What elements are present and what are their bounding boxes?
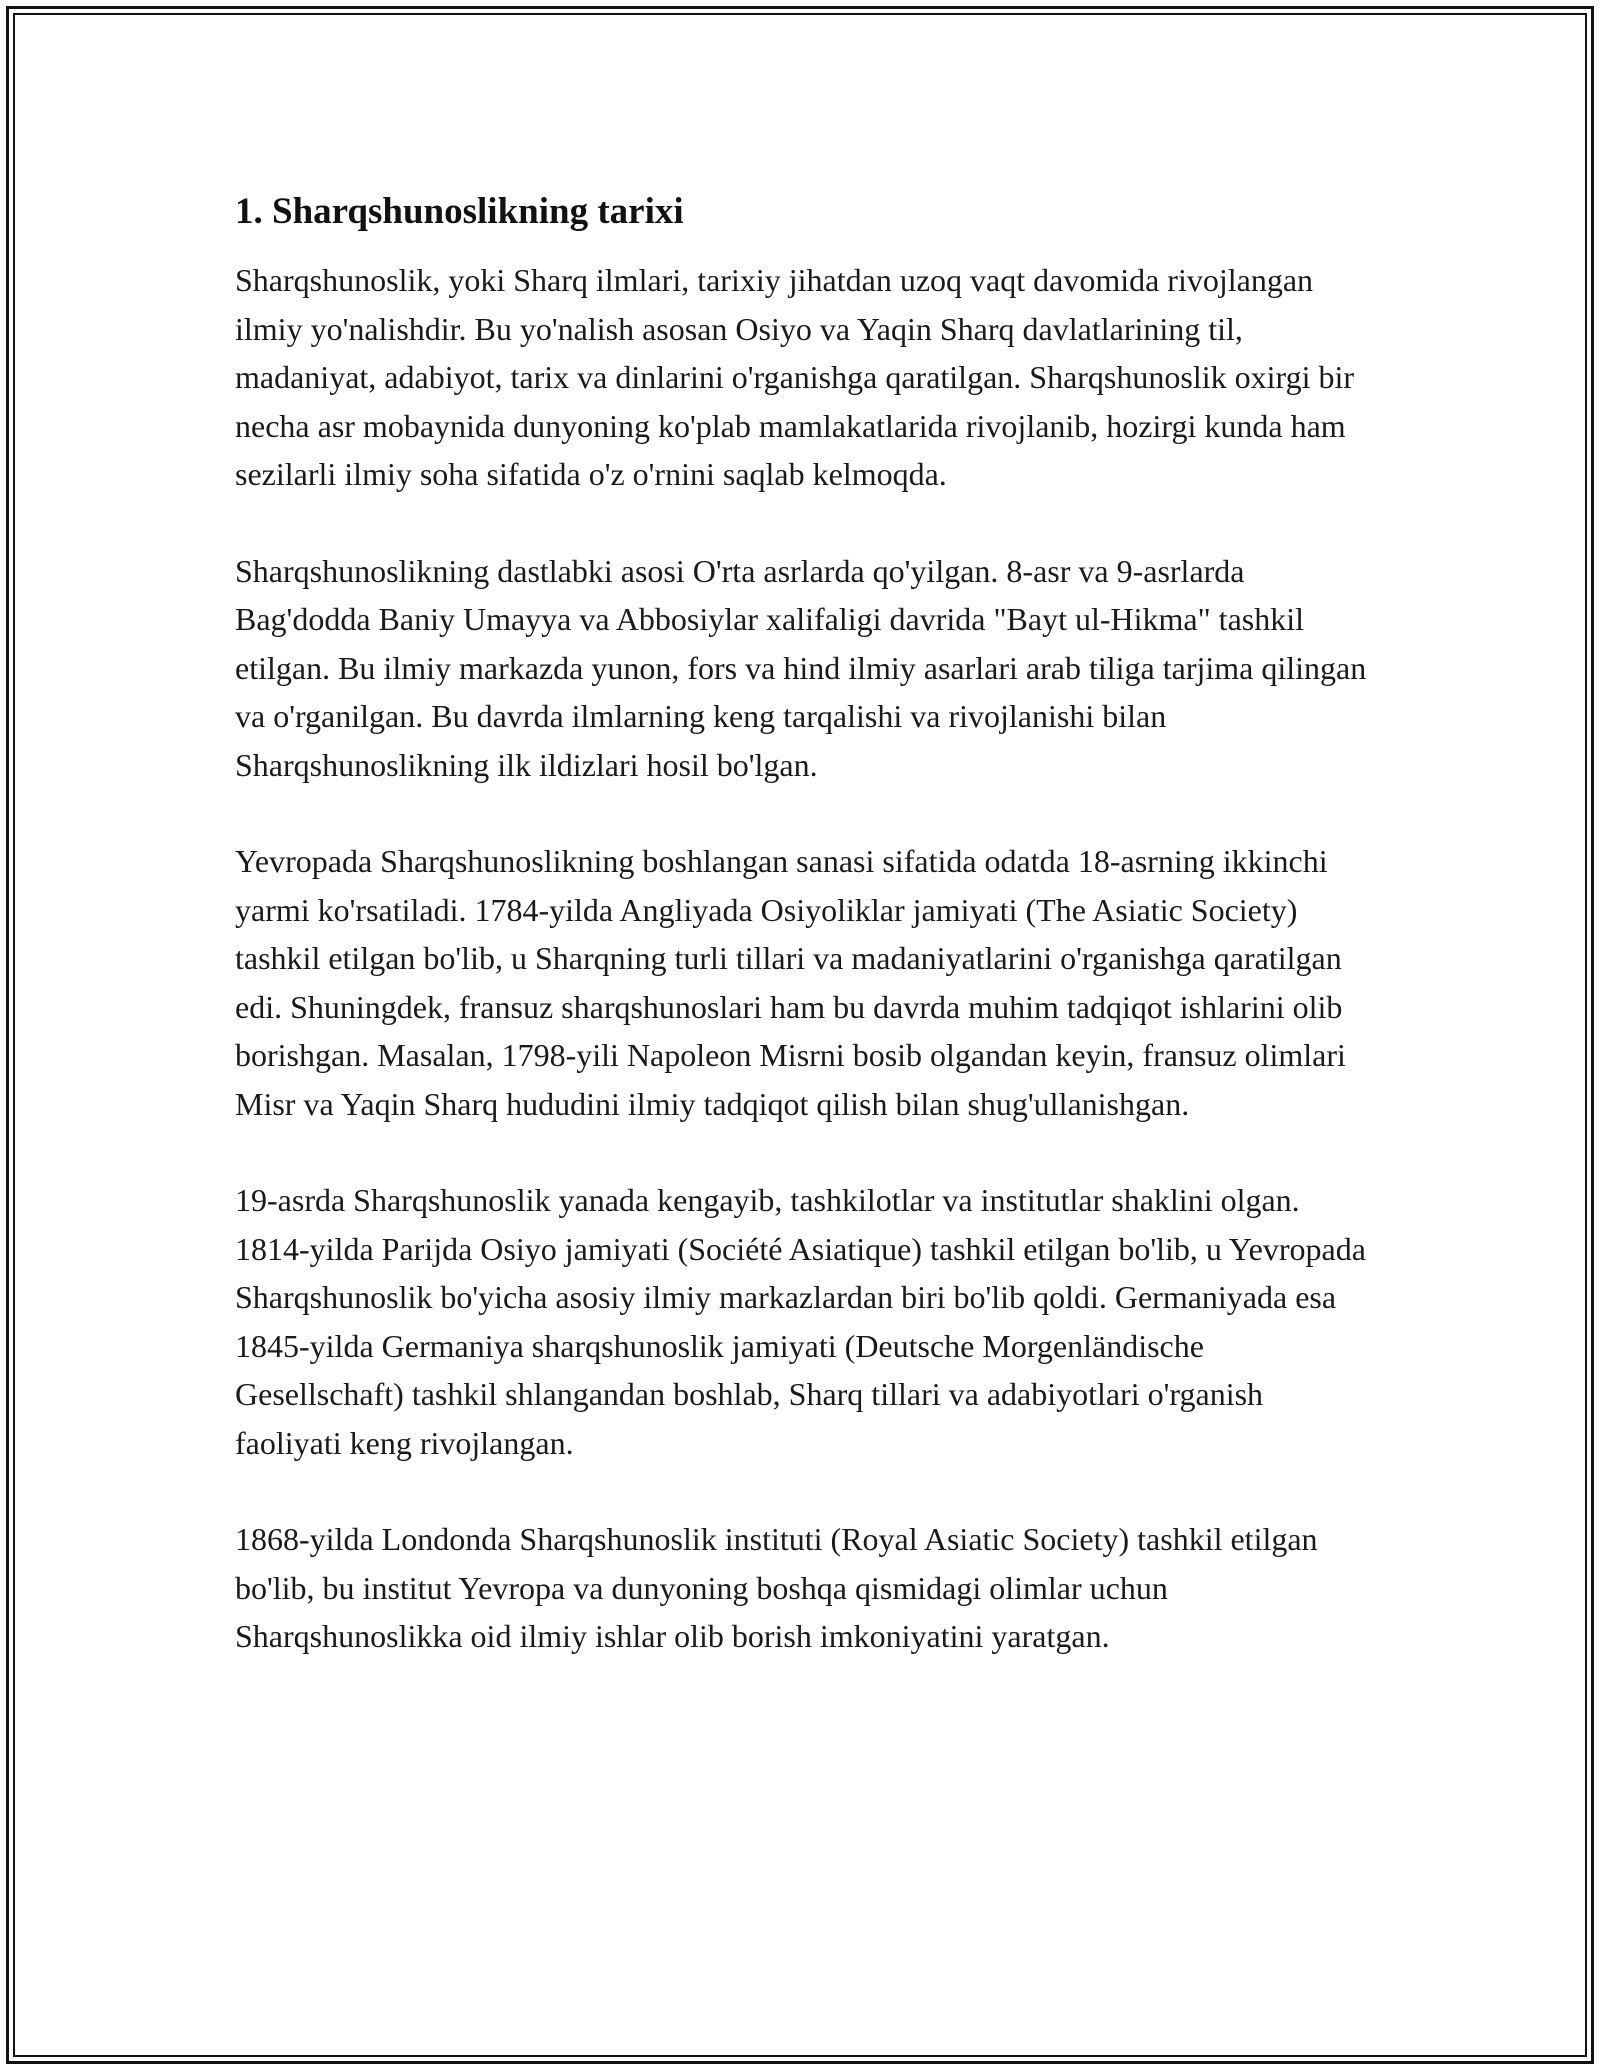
section-title: 1. Sharqshunoslikning tarixi <box>235 191 684 232</box>
paragraph-2: Sharqshunoslikning dastlabki asosi O'rta asrlarda qo'yilgan. 8-asr va 9-asrlarda Bag'dodda Baniy Umayya va Abbosiylar xalifaligi davrida "Bayt ul-Hikma" tashkil etilgan. Bu ilmiy markazda yunon, fors va hind ilmiy asarlari arab tiliga tarjima qilingan va o'rganilgan. Bu davrda ilmlarning keng tarqalishi va rivojlanishi bilan Sharqshunoslikning ilk ildizlari hosil bo'lgan. <box>235 552 1367 783</box>
paragraph-3: Yevropada Sharqshunoslikning boshlangan sanasi sifatida odatda 18-asrning ikkinchi yarmi ko'rsatiladi. 1784-yilda Angliyada Osiyoliklar jamiyati (The Asiatic Society) tashkil etilgan bo'lib, u Sharqning turli tillari va madaniyatlarini o'rganishga qaratilgan edi. Shuningdek, fransuz sharqshunoslari ham bu davrda muhim tadqiqot ishlarini olib borishgan. Masalan, 1798-yili Napoleon Misrni bosib olgandan keyin, fransuz olimlari Misr va Yaqin Sharq hududini ilmiy tadqiqot qilish bilan shug'ullanishgan. <box>235 843 1346 1122</box>
paragraph-5: 1868-yilda Londonda Sharqshunoslik instituti (Royal Asiatic Society) tashkil etilgan bo'lib, bu institut Yevropa va dunyoning boshqa qismidagi olimlar uchun Sharqshunoslikka oid ilmiy ishlar olib borish imkoniyatini yaratgan. <box>235 1521 1318 1654</box>
document-body <box>235 188 1375 1709</box>
paragraph-4: 19-asrda Sharqshunoslik yanada kengayib, tashkilotlar va institutlar shaklini olgan. 1814-yilda Parijda Osiyo jamiyati (Société Asiatique) tashkil etilgan bo'lib, u Yevropada Sharqshunoslik bo'yicha asosiy ilmiy markazlardan biri bo'lib qoldi. Germaniyada esa 1845-yilda Germaniya sharqshunoslik jamiyati (Deutsche Morgenländische Gesellschaft) tashkil shlangandan boshlab, Sharq tillari va adabiyotlari o'rganish faoliyati keng rivojlangan. <box>235 1182 1366 1461</box>
paragraph-1: Sharqshunoslik, yoki Sharq ilmlari, tarixiy jihatdan uzoq vaqt davomida rivojlangan ilmiy yo'nalishdir. Bu yo'nalish asosan Osiyo va Yaqin Sharq davlatlarining til, madaniyat, adabiyot, tarix va dinlarini o'rganishga qaratilgan. Sharqshunoslik oxirgi bir necha asr mobaynida dunyoning ko'plab mamlakatlarida rivojlanib, hozirgi kunda ham sezilarli ilmiy soha sifatida o'z o'rnini saqlab kelmoqda. <box>235 262 1355 492</box>
